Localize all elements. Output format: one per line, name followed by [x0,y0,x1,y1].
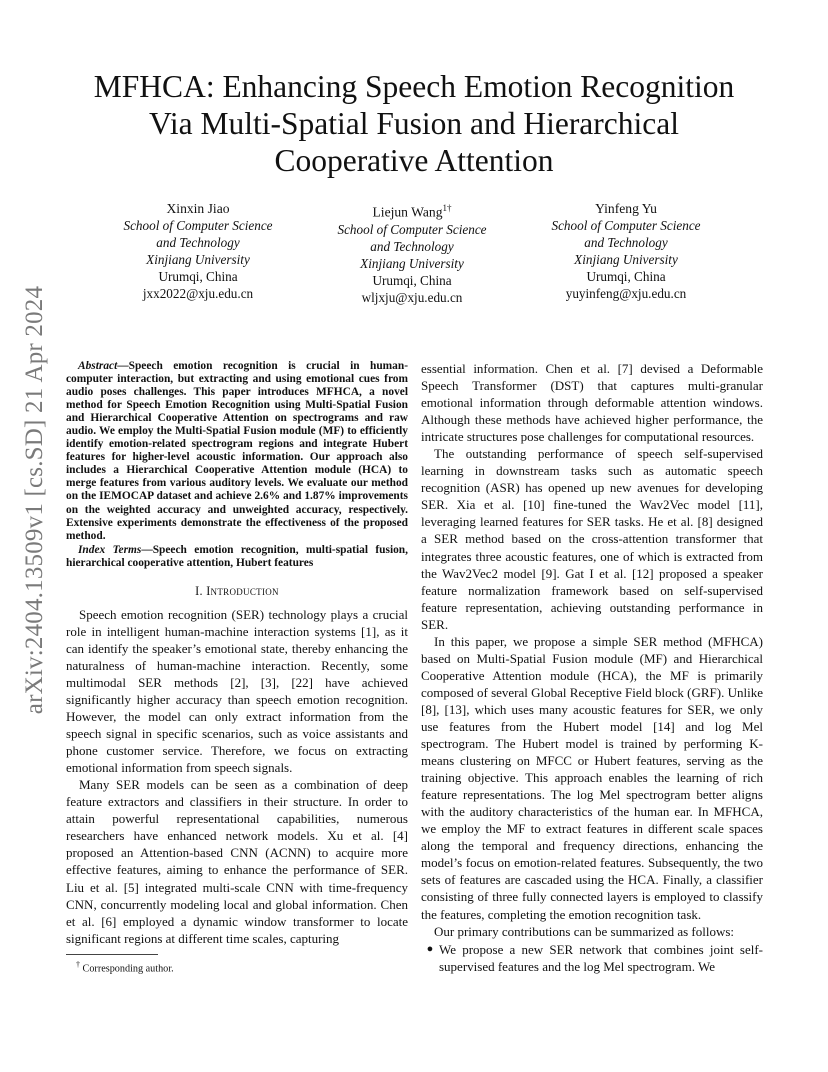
section-heading-introduction [66,584,408,599]
author-city: Urumqi, China [372,272,452,288]
footnote-text: Corresponding author. [80,963,174,975]
abstract-lead: Abstract [78,360,118,372]
abstract [66,360,408,543]
author-affiliation-mark: 1† [442,203,452,213]
left-column [66,360,408,947]
author-email: jxx2022@xju.edu.cn [142,286,254,301]
paper-title: MFHCA: Enhancing Speech Emotion Recognition Via Multi-Spatial Fusion and Hierarchical Cooperative Attention [93,69,735,178]
author-email: yuyinfeng@xju.edu.cn [565,286,687,301]
author-city: Urumqi, China [158,269,238,284]
author-2 [302,200,522,306]
author-city: Urumqi, China [586,269,666,284]
intro-paragraph-5: In this paper, we propose a simple SER method (MFHCA) based on Multi-Spatial Fusion module (MF) and Hierarchical Cooperative Attention module (HCA), the MF is primarily composed of several Global Receptive Field block (GRF). Unlike [8], [13], which uses many acoustic features for SER, we only use features from the Hubert model [14] and log Mel spectrogram. The Hubert model is trained by performing K-means clustering on MFCC or Hubert features, serving as the training objective. This approach enables the learning of rich feature representations. The log Mel spectrogram better aligns with the auditory characteristics of the human ear. In MFHCA, we employ the MF to extract features in different scale spaces along the temporal and frequency directions, enhancing the model’s focus on emotion-related features. Subsequently, the two sets of features are cascaded using the HCA. Finally, a classifier consisting of three fully connected layers is employed to classify the features, completing the emotion recognition task. [421,633,763,922]
section-title: Introduction [206,583,279,598]
footnote [76,960,174,974]
contribution-text: We propose a new SER network that combines joint self-supervised features and the log Mel spectrogram. We [439,941,763,974]
author-email: wljxju@xju.edu.cn [361,289,463,305]
author-3 [516,200,736,302]
contributions-intro: Our primary contributions can be summarized as follows: [434,923,735,939]
right-column [421,360,763,975]
author-department-cont: and Technology [370,238,454,254]
abstract-text: —Speech emotion recognition is crucial in human-computer interaction, but extracting and using emotional cues from audio poses challenges. This paper introduces MFHCA, a novel method for Speech Emotion Recognition using Multi-Spatial Fusion and Hierarchical Cooperative Attention on spectrograms and raw audio. We employ the Multi-Spatial Fusion module (MF) to efficiently identify emotion-related spectrogram regions and integrate Hubert features for higher-level acoustic information. Our approach also includes a Hierarchical Cooperative Attention module (HCA) to merge features from various auditory levels. We evaluate our method on the IEMOCAP dataset and achieve 2.6% and 1.87% improvements on the weighted accuracy and unweighted accuracy, respectively. Extensive experiments demonstrate the effectiveness of the proposed method. [66,360,408,542]
index-terms [66,544,408,570]
author-name: Yinfeng Yu [595,201,657,216]
author-1 [88,200,308,302]
author-university: Xinjiang University [360,255,464,271]
author-department-cont: and Technology [156,235,240,250]
author-name: Xinxin Jiao [166,201,230,216]
intro-paragraph-3: essential information. Chen et al. [7] devised a Deformable Speech Transformer (DST) that captures multi-granular emotional information through deformable attention windows. Although these methods have achieved higher performance, the intricate structures pose challenges for computational resources. [421,361,763,445]
author-department: School of Computer Science [337,221,487,237]
index-terms-text: —Speech emotion recognition, multi-spatial fusion, hierarchical cooperative attention, Hubert features [66,543,408,569]
index-terms-lead: Index Terms [78,543,142,556]
author-university: Xinjiang University [146,252,250,267]
author-department: School of Computer Science [123,218,273,233]
section-number: I. [195,583,207,598]
author-department-cont: and Technology [584,235,668,250]
author-name: Liejun Wang [372,204,443,220]
footnote-mark: † [76,960,80,969]
arxiv-sidebar [10,240,60,760]
intro-paragraph-1: Speech emotion recognition (SER) technology plays a crucial role in intelligent human-machine interaction systems [1], as it can identify the speaker’s emotional state, thereby enhancing the naturalness of human-machine interaction. Recently, some multimodal SER methods [2], [3], [22] have achieved significantly higher accuracy than speech emotion recognition. However, the model can only extract information from the speech signal in specific scenarios, such as voice assistants and phone customer service. Therefore, we focus on extracting emotional information from speech signals. [66,606,408,776]
intro-paragraph-4: The outstanding performance of speech self-supervised learning in downstream tasks such as automatic speech recognition (ASR) has opened up new avenues for developing SER. Xia et al. [10] fine-tuned the Wav2Vec model [11], leveraging learned features for SER tasks. He et al. [8] designed a SER method based on the cross-attention transformer that integrates three acoustic features, one of which is extracted from the Wav2Vec2 model [9]. Gat I et al. [12] proposed a speaker feature normalization framework based on self-supervised feature representation, achieving outstanding performance in SER. [421,446,763,632]
footnote-rule [66,954,158,955]
contribution-bullet [421,941,763,975]
intro-paragraph-2: Many SER models can be seen as a combination of deep feature extractors and classifiers in their structure. In order to attain powerful representational capabilities, numerous researchers have enhanced network models. Xu et al. [4] proposed an Attention-based CNN (ACNN) to acquire more effective features, aiming to enhance the performance of SER. Liu et al. [5] integrated multi-scale CNN with time-frequency CNN, concurrently modeling local and global information. Chen et al. [6] employed a dynamic window transformer to locate significant regions at different time scales, capturing [66,777,408,946]
arxiv-identifier: arXiv:2404.13509v1 [cs.SD] 21 Apr 2024 [21,285,48,715]
author-university: Xinjiang University [574,252,678,267]
bullet-icon: ● [426,942,434,955]
author-department: School of Computer Science [551,218,701,233]
